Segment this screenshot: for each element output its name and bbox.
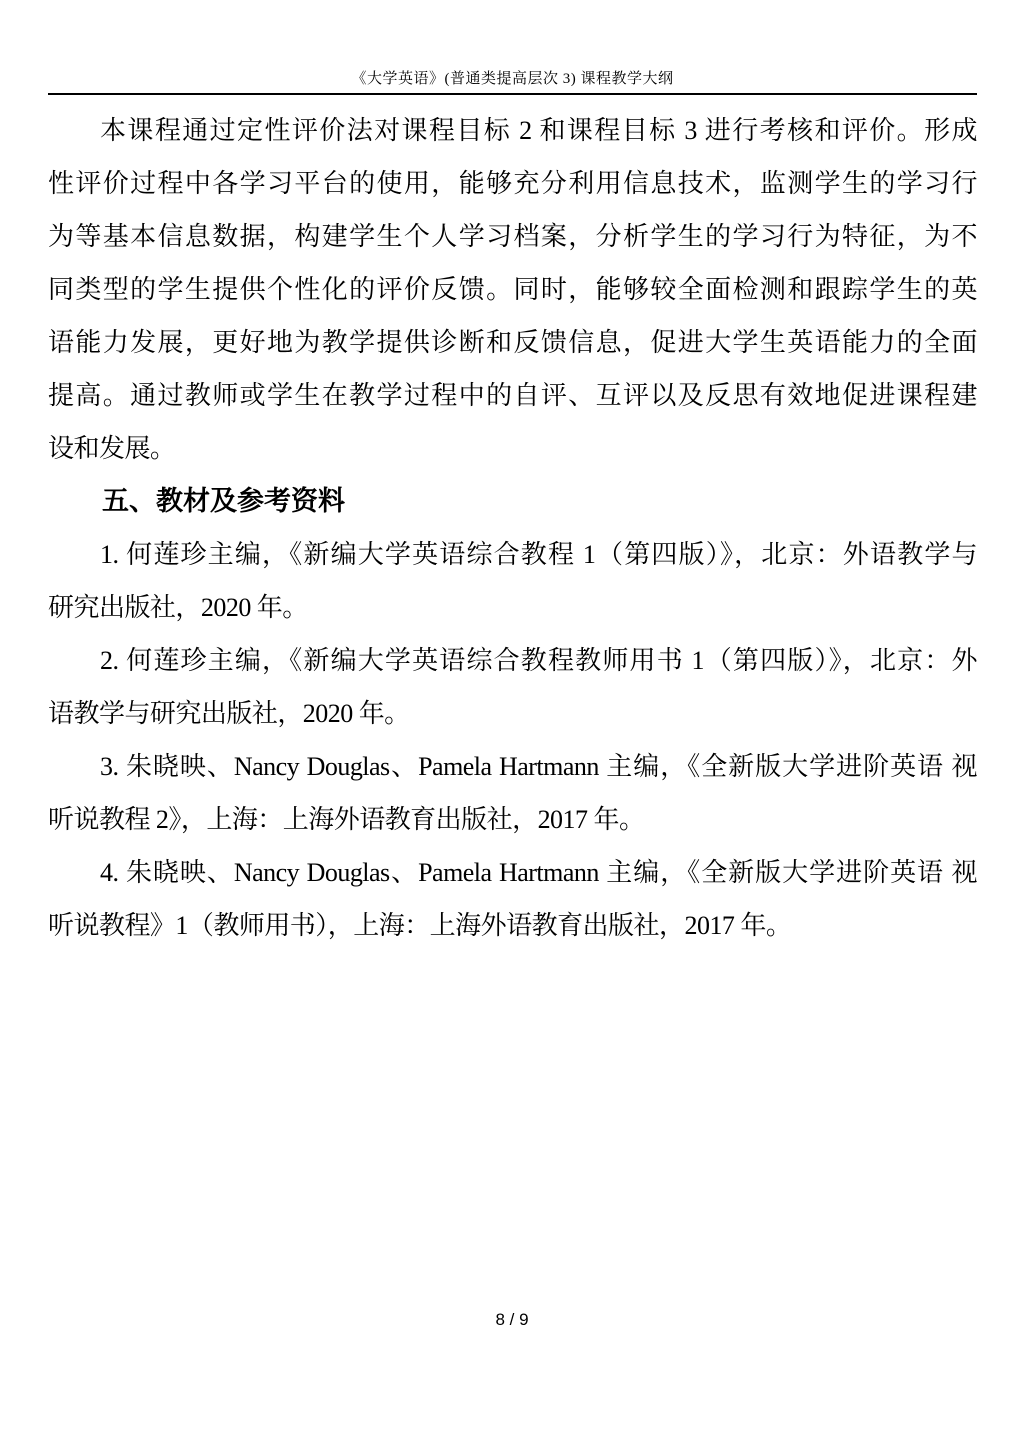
header-title: 《大学英语》(普通类提高层次 3) 课程教学大纲 [351, 71, 674, 87]
reference-line: 听说教程》1（教师用书），上海：上海外语教育出版社，2017 年。 [48, 911, 792, 940]
reference-line: 研究出版社，2020 年。 [48, 593, 308, 622]
paragraph-line: 本课程通过定性评价法对课程目标 2 和课程目标 3 进行考核和评价。形成 [100, 116, 977, 145]
paragraph-line: 设和发展。 [48, 434, 176, 463]
paragraph-line: 同类型的学生提供个性化的评价反馈。同时，能够较全面检测和跟踪学生的英 [48, 275, 977, 304]
page-number: 8 / 9 [495, 1310, 529, 1329]
document-body [48, 104, 977, 952]
reference-line: 语教学与研究出版社，2020 年。 [48, 699, 410, 728]
paragraph-line: 性评价过程中各学习平台的使用，能够充分利用信息技术，监测学生的学习行 [48, 169, 977, 198]
paragraph-line: 语能力发展，更好地为教学提供诊断和反馈信息，促进大学生英语能力的全面 [48, 328, 977, 357]
reference-line: 4. 朱晓映、Nancy Douglas、Pamela Hartmann 主编，《全新版大学进阶英语 视 [100, 858, 977, 887]
section-heading-materials: 五、教材及参考资料 [102, 486, 345, 516]
reference-item [48, 634, 977, 740]
page-header [48, 66, 977, 95]
reference-line: 2. 何莲珍主编，《新编大学英语综合教程教师用书 1（第四版）》，北京：外 [100, 646, 977, 675]
reference-item [48, 740, 977, 846]
paragraph-line: 提高。通过教师或学生在教学过程中的自评、互评以及反思有效地促进课程建 [48, 381, 977, 410]
reference-item [48, 846, 977, 952]
reference-line: 1. 何莲珍主编，《新编大学英语综合教程 1（第四版）》，北京：外语教学与 [100, 540, 977, 569]
reference-line: 3. 朱晓映、Nancy Douglas、Pamela Hartmann 主编，《全新版大学进阶英语 视 [100, 752, 977, 781]
paragraph-line: 为等基本信息数据，构建学生个人学习档案，分析学生的学习行为特征，为不 [48, 222, 977, 251]
page-footer [0, 1308, 1024, 1332]
reference-line: 听说教程 2》，上海：上海外语教育出版社，2017 年。 [48, 805, 645, 834]
paragraph-evaluation [48, 104, 977, 475]
reference-item [48, 528, 977, 634]
